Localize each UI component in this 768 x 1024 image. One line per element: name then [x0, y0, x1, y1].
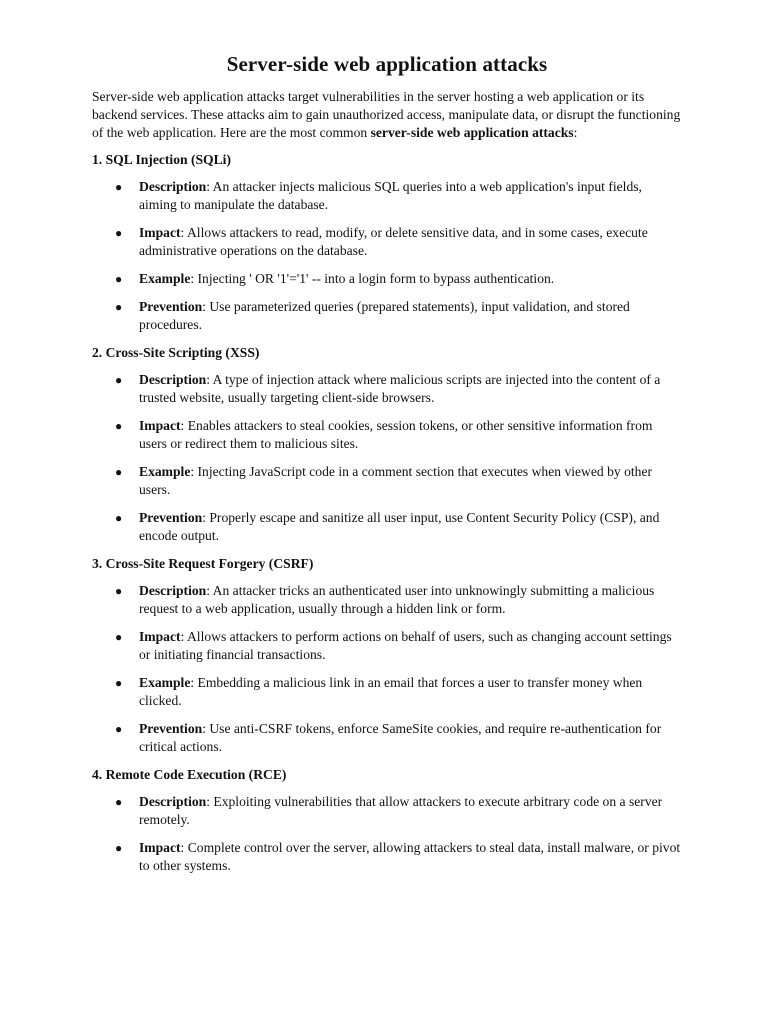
document-title: Server-side web application attacks — [226, 52, 548, 76]
section-heading: 4. Remote Code Execution (RCE) — [92, 767, 287, 782]
item-label: Description — [139, 583, 207, 598]
item-text: : Complete control over the server, allowing attackers to steal data, install malware, or pivot to other systems. — [139, 840, 681, 873]
intro-end: : — [573, 125, 578, 140]
item-label: Example — [139, 271, 191, 286]
section-heading: 2. Cross-Site Scripting (XSS) — [92, 345, 260, 360]
bullet-icon: ● — [115, 419, 123, 433]
item-label: Description — [139, 372, 207, 387]
bullet-icon: ● — [115, 722, 123, 736]
list-item — [92, 674, 682, 710]
bullet-icon: ● — [115, 795, 123, 809]
item-text: : Properly escape and sanitize all user input, use Content Security Policy (CSP), and encode output. — [139, 510, 660, 543]
item-label: Prevention — [139, 721, 203, 736]
item-label: Impact — [139, 629, 181, 644]
item-text: : Use anti-CSRF tokens, enforce SameSite cookies, and require re-authentication for critical actions. — [139, 721, 662, 754]
document-page — [92, 50, 682, 885]
item-label: Example — [139, 675, 191, 690]
item-text: : Injecting JavaScript code in a comment section that executes when viewed by other users. — [139, 464, 653, 497]
item-label: Example — [139, 464, 191, 479]
list-item — [92, 720, 682, 756]
bullet-icon: ● — [115, 373, 123, 387]
bullet-icon: ● — [115, 630, 123, 644]
list-item — [92, 371, 682, 407]
list-item — [92, 628, 682, 664]
section-sql-injection — [92, 151, 682, 334]
item-text: : Allows attackers to perform actions on behalf of users, such as changing account settings or initiating financial transactions. — [139, 629, 672, 662]
item-label: Impact — [139, 225, 181, 240]
item-text: : Allows attackers to read, modify, or delete sensitive data, and in some cases, execute administrative operations on the database. — [139, 225, 648, 258]
item-text: : An attacker tricks an authenticated user into unknowingly submitting a malicious request to a web application, usually through a hidden link or form. — [139, 583, 655, 616]
section-heading: 1. SQL Injection (SQLi) — [92, 152, 231, 167]
bullet-list — [92, 793, 682, 875]
list-item — [92, 582, 682, 618]
bullet-list — [92, 582, 682, 756]
item-text: : Enables attackers to steal cookies, session tokens, or other sensitive information from users or redirect them to malicious sites. — [139, 418, 653, 451]
list-item — [92, 298, 682, 334]
bullet-icon: ● — [115, 300, 123, 314]
item-label: Impact — [139, 840, 181, 855]
list-item — [92, 463, 682, 499]
section-xss — [92, 344, 682, 545]
intro-text: Server-side web application attacks target vulnerabilities in the server hosting a web application or its backend services. These attacks aim to gain unauthorized access, manipulate data, or disrupt the functioning of the web application. Here are the most common — [92, 89, 681, 140]
section-csrf — [92, 555, 682, 756]
item-text: : Use parameterized queries (prepared statements), input validation, and stored procedures. — [139, 299, 630, 332]
item-label: Prevention — [139, 510, 203, 525]
item-label: Description — [139, 794, 207, 809]
bullet-icon: ● — [115, 584, 123, 598]
item-text: : Embedding a malicious link in an email that forces a user to transfer money when clicked. — [139, 675, 643, 708]
bullet-icon: ● — [115, 676, 123, 690]
list-item — [92, 793, 682, 829]
list-item — [92, 270, 682, 288]
list-item — [92, 839, 682, 875]
bullet-icon: ● — [115, 272, 123, 286]
intro-paragraph — [92, 88, 682, 142]
bullet-icon: ● — [115, 465, 123, 479]
item-text: : A type of injection attack where malicious scripts are injected into the content of a trusted website, usually targeting client-side browsers. — [139, 372, 661, 405]
item-text: : Exploiting vulnerabilities that allow attackers to execute arbitrary code on a server remotely. — [139, 794, 663, 827]
list-item — [92, 178, 682, 214]
list-item — [92, 417, 682, 453]
item-label: Prevention — [139, 299, 203, 314]
bullet-icon: ● — [115, 511, 123, 525]
bullet-icon: ● — [115, 180, 123, 194]
bullet-list — [92, 371, 682, 545]
list-item — [92, 224, 682, 260]
intro-bold-text: server-side web application attacks — [370, 125, 574, 140]
item-text: : An attacker injects malicious SQL queries into a web application's input fields, aiming to manipulate the database. — [139, 179, 642, 212]
bullet-icon: ● — [115, 841, 123, 855]
item-text: : Injecting ' OR '1'='1' -- into a login form to bypass authentication. — [190, 271, 555, 286]
section-rce — [92, 766, 682, 875]
list-item — [92, 509, 682, 545]
section-heading: 3. Cross-Site Request Forgery (CSRF) — [92, 556, 314, 571]
bullet-icon: ● — [115, 226, 123, 240]
item-label: Description — [139, 179, 207, 194]
item-label: Impact — [139, 418, 181, 433]
bullet-list — [92, 178, 682, 334]
